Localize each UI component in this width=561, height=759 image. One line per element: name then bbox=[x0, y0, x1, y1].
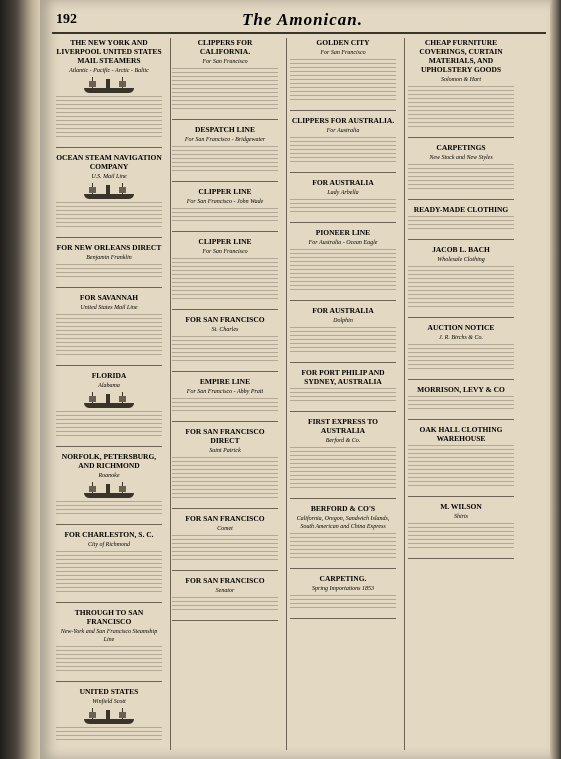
ad-body-text bbox=[408, 445, 514, 489]
column-1 bbox=[56, 38, 162, 750]
ad-heading: OAK HALL CLOTHING WAREHOUSE bbox=[419, 425, 503, 443]
advertisement bbox=[408, 245, 514, 310]
ad-body-text bbox=[56, 96, 162, 140]
ad-heading: THROUGH TO SAN FRANCISCO bbox=[74, 608, 144, 626]
ad-subheading: Saint Patrick bbox=[209, 448, 241, 454]
ad-body-text bbox=[172, 208, 278, 224]
ad-heading: FOR SAVANNAH bbox=[79, 293, 139, 302]
ad-body-text bbox=[172, 336, 278, 364]
ad-body-text bbox=[172, 258, 278, 302]
divider bbox=[172, 181, 278, 182]
advertisement bbox=[290, 306, 396, 355]
column-3 bbox=[290, 38, 396, 750]
ad-body-text bbox=[290, 137, 396, 165]
ad-heading: FLORIDA bbox=[91, 371, 127, 380]
ad-subheading: For San Francisco - Abby Pratt bbox=[186, 389, 264, 395]
divider bbox=[56, 446, 162, 447]
advertisement bbox=[56, 452, 162, 517]
ad-subheading: Dolphin bbox=[333, 318, 353, 324]
advertisement bbox=[172, 377, 278, 414]
ad-subheading: California, Oregon, Sandwich Islands, South American and China Express bbox=[296, 516, 390, 530]
advertisement bbox=[408, 38, 514, 130]
ad-subheading: U.S. Mail Line bbox=[91, 174, 127, 180]
divider bbox=[56, 147, 162, 148]
ad-heading: M. WILSON bbox=[440, 502, 482, 511]
ad-heading: FIRST EXPRESS TO AUSTRALIA bbox=[307, 417, 379, 435]
divider bbox=[290, 568, 396, 569]
steamship-illustration bbox=[78, 78, 140, 94]
advertisement bbox=[172, 125, 278, 174]
advertisement bbox=[56, 687, 162, 743]
divider bbox=[290, 110, 396, 111]
ad-subheading: J. R. Birchs & Co. bbox=[439, 335, 483, 341]
ad-heading: FOR SAN FRANCISCO bbox=[185, 514, 265, 523]
ad-body-text bbox=[290, 533, 396, 561]
ad-body-text bbox=[408, 523, 514, 551]
advertisement bbox=[290, 504, 396, 561]
advertisement bbox=[290, 417, 396, 491]
ad-subheading: Benjamin Franklin bbox=[86, 255, 132, 261]
ad-body-text bbox=[290, 388, 396, 404]
advertisement bbox=[172, 514, 278, 563]
divider bbox=[172, 371, 278, 372]
ad-subheading: Shirts bbox=[453, 514, 468, 520]
ad-subheading: Atlantic - Pacific - Arctic - Baltic bbox=[69, 68, 149, 74]
ad-subheading: New Stock and New Styles bbox=[429, 155, 493, 161]
advertisement bbox=[172, 38, 278, 112]
column-rule bbox=[170, 38, 171, 750]
ad-subheading: Spring Importations 1853 bbox=[311, 586, 374, 592]
divider bbox=[290, 618, 396, 619]
ad-body-text bbox=[56, 411, 162, 439]
page-number: 192 bbox=[56, 12, 77, 27]
ad-subheading: For Australia bbox=[326, 128, 360, 134]
ad-heading: FOR AUSTRALIA bbox=[312, 306, 374, 315]
ad-body-text bbox=[290, 199, 396, 215]
ad-heading: MORRISON, LEVY & CO bbox=[417, 385, 505, 394]
steamship-illustration bbox=[78, 393, 140, 409]
ad-body-text bbox=[408, 164, 514, 192]
ad-subheading: For San Francisco bbox=[320, 50, 366, 56]
ad-heading: UNITED STATES bbox=[79, 687, 139, 696]
ad-subheading: Comet bbox=[217, 526, 233, 532]
ad-body-text bbox=[56, 314, 162, 358]
page-edge bbox=[550, 0, 561, 759]
advertisement bbox=[290, 574, 396, 611]
advertisement bbox=[408, 143, 514, 192]
divider bbox=[290, 411, 396, 412]
divider bbox=[408, 199, 514, 200]
ad-subheading: City of Richmond bbox=[88, 542, 130, 548]
divider bbox=[172, 231, 278, 232]
advertisement bbox=[290, 38, 396, 103]
ad-body-text bbox=[56, 202, 162, 230]
advertisement bbox=[56, 293, 162, 358]
ad-body-text bbox=[290, 595, 396, 611]
ad-heading: JACOB L. BACH bbox=[432, 245, 490, 254]
ad-body-text bbox=[172, 457, 278, 501]
ad-heading: PIONEER LINE bbox=[315, 228, 371, 237]
ad-heading: CLIPPERS FOR AUSTRALIA. bbox=[291, 116, 395, 125]
divider bbox=[172, 309, 278, 310]
ad-heading: CARPETINGS bbox=[436, 143, 486, 152]
advertisement bbox=[408, 385, 514, 412]
ad-body-text bbox=[290, 249, 396, 293]
advertisement bbox=[408, 502, 514, 551]
ad-heading: FOR SAN FRANCISCO bbox=[185, 315, 265, 324]
divider bbox=[290, 172, 396, 173]
advertisement bbox=[56, 153, 162, 230]
ad-body-text bbox=[56, 646, 162, 674]
divider bbox=[408, 137, 514, 138]
ad-subheading: Lady Arbella bbox=[327, 190, 359, 196]
masthead bbox=[52, 10, 546, 34]
ad-heading: GOLDEN CITY bbox=[316, 38, 370, 47]
ad-body-text bbox=[172, 146, 278, 174]
ad-heading: AUCTION NOTICE bbox=[427, 323, 495, 332]
ad-subheading: Wholesale Clothing bbox=[437, 257, 485, 263]
divider bbox=[408, 558, 514, 559]
ad-subheading: New-York and San Francisco Steamship Line bbox=[60, 629, 158, 643]
steamship-illustration bbox=[78, 483, 140, 499]
ad-body-text bbox=[172, 68, 278, 112]
ad-heading: CLIPPER LINE bbox=[198, 187, 252, 196]
divider bbox=[172, 620, 278, 621]
divider bbox=[408, 317, 514, 318]
ad-body-text bbox=[408, 86, 514, 130]
ad-subheading: Solomon & Hart bbox=[440, 77, 481, 83]
advertisement bbox=[56, 243, 162, 280]
ad-body-text bbox=[408, 396, 514, 412]
divider bbox=[290, 300, 396, 301]
ad-heading: FOR CHARLESTON, S. C. bbox=[64, 530, 154, 539]
advertisement bbox=[408, 205, 514, 232]
divider bbox=[408, 379, 514, 380]
advertisement bbox=[290, 178, 396, 215]
ad-heading: OCEAN STEAM NAVIGATION COMPANY bbox=[56, 153, 162, 171]
ad-heading: FOR NEW ORLEANS DIRECT bbox=[56, 243, 162, 252]
ad-body-text bbox=[408, 266, 514, 310]
ad-subheading: For Australia - Ocean Eagle bbox=[308, 240, 378, 246]
ad-subheading: Winfield Scott bbox=[92, 699, 126, 705]
newspaper-title: The Amonican. bbox=[242, 10, 363, 29]
advertisement bbox=[172, 187, 278, 224]
ad-heading: FOR SAN FRANCISCO DIRECT bbox=[185, 427, 265, 445]
ad-heading: CLIPPERS FOR CALIFORNIA. bbox=[197, 38, 253, 56]
ad-body-text bbox=[172, 535, 278, 563]
divider bbox=[290, 222, 396, 223]
advertisement bbox=[172, 315, 278, 364]
ad-body-text bbox=[56, 264, 162, 280]
steamship-illustration bbox=[78, 709, 140, 725]
ad-heading: FOR AUSTRALIA bbox=[312, 178, 374, 187]
ad-subheading: Alabama bbox=[98, 383, 120, 389]
advertisement bbox=[408, 425, 514, 489]
ad-heading: CARPETING. bbox=[319, 574, 367, 583]
advertisement bbox=[290, 368, 396, 404]
steamship-illustration bbox=[78, 184, 140, 200]
divider bbox=[408, 419, 514, 420]
divider bbox=[172, 421, 278, 422]
divider bbox=[56, 602, 162, 603]
divider bbox=[56, 681, 162, 682]
ad-subheading: For San Francisco bbox=[202, 59, 248, 65]
ad-heading: NORFOLK, PETERSBURG, AND RICHMOND bbox=[61, 452, 157, 470]
column-4 bbox=[408, 38, 514, 750]
ad-heading: THE NEW YORK AND LIVERPOOL UNITED STATES MAIL STEAMERS bbox=[56, 38, 162, 65]
ad-heading: READY-MADE CLOTHING bbox=[413, 205, 509, 214]
ad-body-text bbox=[56, 727, 162, 743]
ad-body-text bbox=[408, 344, 514, 372]
column-2 bbox=[172, 38, 278, 750]
ad-heading: BERFORD & CO'S bbox=[310, 504, 376, 513]
advertisement bbox=[56, 608, 162, 674]
divider bbox=[290, 362, 396, 363]
book-spine bbox=[0, 0, 40, 759]
ad-subheading: For San Francisco - John Wade bbox=[186, 199, 264, 205]
advertisement bbox=[56, 38, 162, 140]
ad-subheading: Senator bbox=[215, 588, 235, 594]
advertisement bbox=[172, 427, 278, 501]
divider bbox=[56, 524, 162, 525]
ad-subheading: Berford & Co. bbox=[325, 438, 361, 444]
ad-body-text bbox=[56, 551, 162, 595]
ad-body-text bbox=[172, 597, 278, 613]
advertisement bbox=[290, 228, 396, 293]
ad-heading: FOR PORT PHILIP AND SYDNEY, AUSTRALIA bbox=[301, 368, 385, 386]
advertisement bbox=[290, 116, 396, 165]
ad-body-text bbox=[408, 216, 514, 232]
ad-subheading: St. Charles bbox=[211, 327, 239, 333]
ad-subheading: Roanoke bbox=[98, 473, 120, 479]
divider bbox=[56, 365, 162, 366]
ad-body-text bbox=[172, 398, 278, 414]
ad-heading: FOR SAN FRANCISCO bbox=[185, 576, 265, 585]
divider bbox=[172, 570, 278, 571]
ad-heading: EMPIRE LINE bbox=[199, 377, 251, 386]
divider bbox=[290, 498, 396, 499]
divider bbox=[172, 119, 278, 120]
ad-subheading: United States Mail Line bbox=[80, 305, 138, 311]
ad-heading: DESPATCH LINE bbox=[195, 125, 255, 134]
advertisement bbox=[408, 323, 514, 372]
advertisement bbox=[56, 530, 162, 595]
ad-heading: CHEAP FURNITURE COVERINGS, CURTAIN MATERIALS, AND UPHOLSTERY GOODS bbox=[419, 38, 503, 74]
ad-heading: CLIPPER LINE bbox=[198, 237, 252, 246]
divider bbox=[408, 496, 514, 497]
ad-body-text bbox=[290, 327, 396, 355]
ad-subheading: For San Francisco bbox=[202, 249, 248, 255]
divider bbox=[408, 239, 514, 240]
ad-body-text bbox=[56, 501, 162, 517]
column-rule bbox=[404, 38, 405, 750]
divider bbox=[56, 287, 162, 288]
divider bbox=[172, 508, 278, 509]
ad-body-text bbox=[290, 59, 396, 103]
ad-body-text bbox=[290, 447, 396, 491]
ad-subheading: For San Francisco - Bridgewater bbox=[184, 137, 266, 143]
advertisement bbox=[172, 576, 278, 613]
divider bbox=[56, 237, 162, 238]
advertisement bbox=[172, 237, 278, 302]
advertisement bbox=[56, 371, 162, 439]
column-rule bbox=[286, 38, 287, 750]
